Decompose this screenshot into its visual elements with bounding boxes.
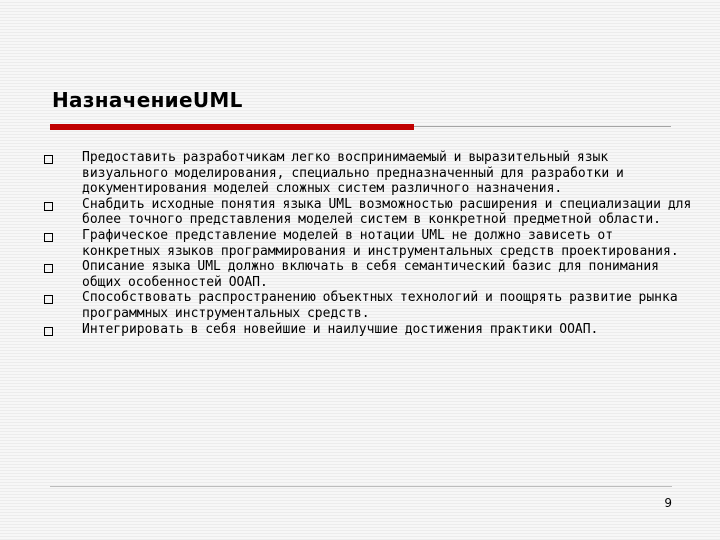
bullet-item <box>44 150 694 197</box>
hollow-square-bullet-icon <box>44 327 53 336</box>
bullet-item <box>44 290 694 321</box>
bullet-text: Способствовать распространению объектных технологий и поощрять развитие рынка программных инструментальных средств. <box>82 290 678 321</box>
slide-title-word: Назначение <box>52 88 193 112</box>
bullet-item <box>44 228 694 259</box>
hollow-square-bullet-icon <box>44 202 53 211</box>
slide-title <box>52 88 243 112</box>
bullet-list <box>44 150 694 337</box>
bullet-item <box>44 322 694 338</box>
bullet-item <box>44 259 694 290</box>
hollow-square-bullet-icon <box>44 155 53 164</box>
title-accent-bar <box>50 124 414 130</box>
title-divider-line <box>414 126 671 127</box>
bullet-text: Графическое представление моделей в нотации UML не должно зависеть от конкретных языков программирования и инструментальных средств проектирования. <box>82 227 679 259</box>
hollow-square-bullet-icon <box>44 264 53 273</box>
bullet-text: Интегрировать в себя новейшие и наилучшие достижения практики ООАП. <box>82 321 599 337</box>
slide-title-acronym: UML <box>192 88 243 112</box>
bullet-item <box>44 197 694 228</box>
hollow-square-bullet-icon <box>44 233 53 242</box>
page-number: 9 <box>664 496 672 510</box>
footer-divider-line <box>50 486 672 487</box>
bullet-text: Предоставить разработчикам легко воспринимаемый и выразительный язык визуального моделирования, специально предназначенный для разработки и документирования моделей сложных систем различного назначения. <box>82 150 624 197</box>
bullet-text: Снабдить исходные понятия языка UML возможностью расширения и специализации для более точного представления моделей систем в конкретной предметной области. <box>82 196 692 228</box>
hollow-square-bullet-icon <box>44 295 53 304</box>
bullet-text: Описание языка UML должно включать в себя семантический базис для понимания общих особенностей ООАП. <box>82 259 659 290</box>
